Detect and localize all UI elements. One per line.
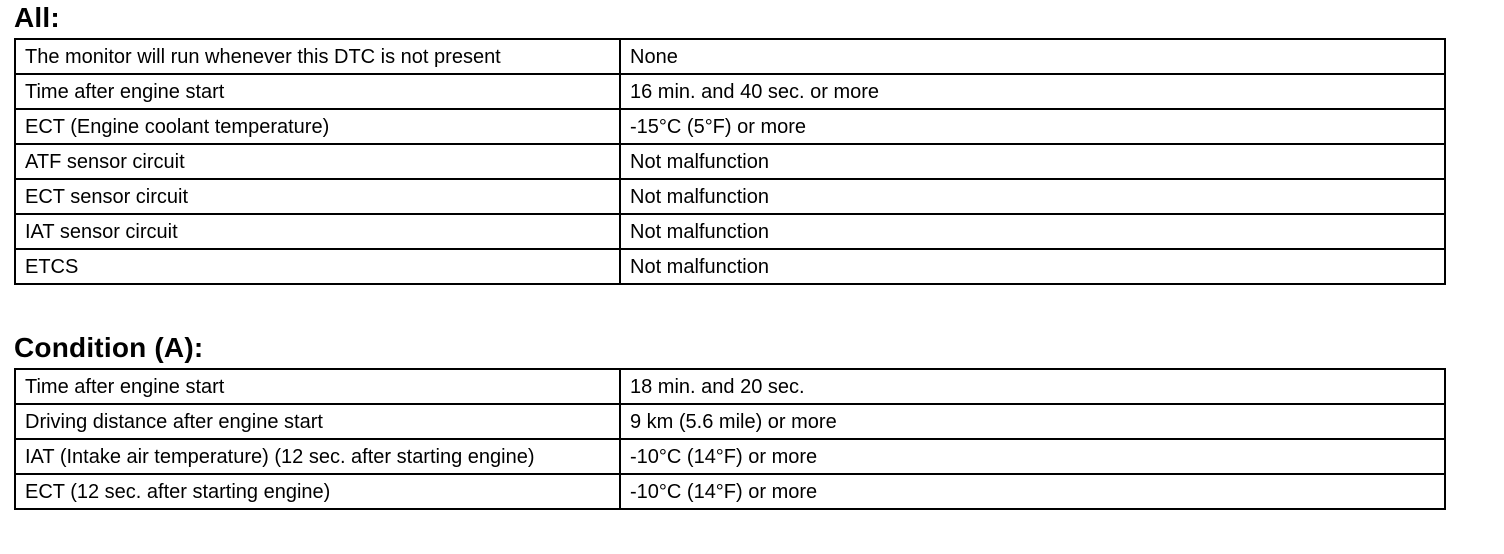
table-row	[15, 214, 1445, 249]
condition-value-cell: -10°C (14°F) or more	[620, 474, 1445, 509]
table-row	[15, 369, 1445, 404]
condition-value-cell: -10°C (14°F) or more	[620, 439, 1445, 474]
condition-value-cell: 18 min. and 20 sec.	[620, 369, 1445, 404]
section-heading-all: All:	[14, 2, 60, 33]
condition-value-cell: -15°C (5°F) or more	[620, 109, 1445, 144]
table-row	[15, 39, 1445, 74]
table-row	[15, 474, 1445, 509]
table-row	[15, 179, 1445, 214]
condition-value-cell: None	[620, 39, 1445, 74]
table-row	[15, 404, 1445, 439]
condition-value-cell: Not malfunction	[620, 214, 1445, 249]
condition-item-cell: The monitor will run whenever this DTC is not present	[15, 39, 620, 74]
table-row	[15, 144, 1445, 179]
condition-item-cell: Time after engine start	[15, 369, 620, 404]
condition-value-cell: Not malfunction	[620, 179, 1445, 214]
condition-item-cell: ECT (12 sec. after starting engine)	[15, 474, 620, 509]
condition-item-cell: ECT (Engine coolant temperature)	[15, 109, 620, 144]
condition-item-cell: ATF sensor circuit	[15, 144, 620, 179]
condition-item-cell: Time after engine start	[15, 74, 620, 109]
table-row	[15, 249, 1445, 284]
condition-item-cell: ECT sensor circuit	[15, 179, 620, 214]
table-row	[15, 439, 1445, 474]
condition-value-cell: Not malfunction	[620, 144, 1445, 179]
conditions-table-all	[14, 38, 1446, 285]
condition-item-cell: ETCS	[15, 249, 620, 284]
section-heading-condition-a: Condition (A):	[14, 332, 204, 363]
conditions-table-condition-a	[14, 368, 1446, 510]
condition-item-cell: Driving distance after engine start	[15, 404, 620, 439]
condition-value-cell: 16 min. and 40 sec. or more	[620, 74, 1445, 109]
table-row	[15, 74, 1445, 109]
table-row	[15, 109, 1445, 144]
condition-item-cell: IAT sensor circuit	[15, 214, 620, 249]
condition-value-cell: 9 km (5.6 mile) or more	[620, 404, 1445, 439]
condition-value-cell: Not malfunction	[620, 249, 1445, 284]
condition-item-cell: IAT (Intake air temperature) (12 sec. after starting engine)	[15, 439, 620, 474]
